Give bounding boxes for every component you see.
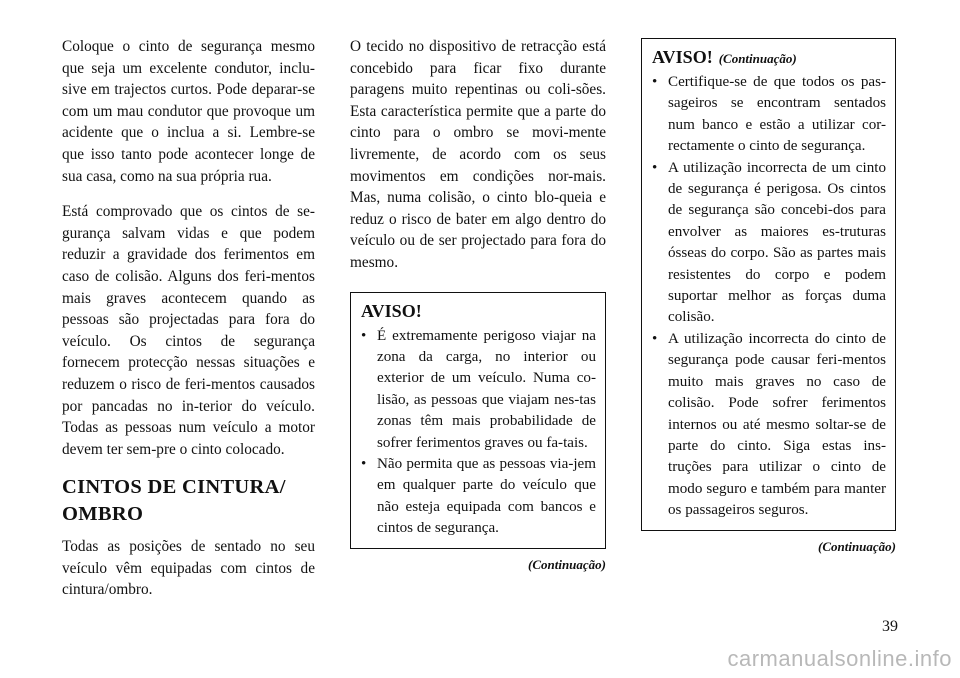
- list-item: • É extremamente perigoso viajar na zona da carga, no interior ou exterior de um veículo. Numa co-lisão, as pessoas que viajam nes-tas zonas têm mais probabilidade de sofrer ferimentos graves ou fa-tais.: [361, 327, 596, 451]
- warning-list: [361, 326, 596, 540]
- list-item: • Certifique-se de que todos os pas-sageiros se encontram sentados num banco e estão a utilizar cor-rectamente o cinto de segurança.: [652, 74, 886, 155]
- warning-title: AVISO!: [361, 300, 422, 321]
- warning-list: [652, 72, 886, 522]
- paragraph: O tecido no dispositivo de retracção está concebido para ficar fixo durante paragens muito repentinas ou coli-sões. Esta característica permite que a parte do cinto para o ombro se movi-mente livremente, de acordo com os seus movimentos em condições nor-mais. Mas, numa colisão, o cinto blo-queia e reduz o risco de bater em algo dentro do veículo ou de ser projectado para fora do mesmo.: [350, 38, 606, 271]
- bullet-icon: •: [652, 74, 658, 90]
- bullet-icon: •: [652, 330, 658, 347]
- paragraph: Coloque o cinto de segurança mesmo que seja um excelente condutor, inclu-sive em trajectos curtos. Pode deparar-se com um mau condutor que provoque um acidente que o inclua a si. Lembre-se que isso tanto pode acontecer longe de sua casa, como na sua própria rua.: [62, 38, 315, 185]
- continued-note: (Continuação): [817, 538, 896, 554]
- list-item: • Não permita que as pessoas via-jem em qualquer parte do veículo que não esteja equipada com bancos e cintos de segurança.: [361, 455, 596, 537]
- warning-box: [641, 38, 896, 531]
- column-middle: [350, 36, 606, 573]
- warning-title: AVISO! (Continuação): [652, 47, 797, 67]
- continued-note: (Continuação): [527, 556, 606, 572]
- paragraph: Todas as posições de sentado no seu veículo vêm equipadas com cintos de cintura/ombro.: [62, 538, 315, 599]
- watermark: carmanualsonline.info: [727, 646, 952, 671]
- section-heading: CINTOS DE CINTURA/ OMBRO: [62, 476, 286, 526]
- bullet-icon: •: [652, 159, 658, 176]
- paragraph: Está comprovado que os cintos de se-gurança salvam vidas e que podem reduzir a gravidade dos ferimentos em caso de colisão. Alguns dos feri-mentos mais graves acontecem quando as pessoas são projectadas para fora do veículo. Os cintos de segurança fornecem protecção nessas situações e reduzem o risco de feri-mentos causados por pancadas no in-terior do veículo. Todas as pessoas num veículo a motor devem ter sem-pre o cinto colocado.: [62, 203, 315, 458]
- warning-box: [350, 292, 606, 549]
- list-item: • A utilização incorrecta de um cinto de segurança é perigosa. Os cintos de segurança são concebi-dos para envolver as maiores es-truturas ósseas do corpo. São as partes mais resistentes do corpo e podem suportar melhor as forças duma colisão.: [652, 159, 886, 326]
- page-number: 39: [882, 618, 898, 635]
- column-left: [62, 36, 315, 615]
- bullet-icon: •: [361, 327, 367, 344]
- warning-subtitle: (Continuação): [718, 51, 797, 66]
- bullet-icon: •: [361, 455, 367, 472]
- list-item: • A utilização incorrecta do cinto de segurança pode causar feri-mentos muito mais graves no caso de colisão. Pode sofrer ferimentos internos ou até mesmo soltar-se de parte do cinto. Siga estas ins-truções para utilizar o cinto de modo seguro e também para manter os passageiros seguros.: [652, 330, 886, 519]
- column-right: [641, 38, 896, 555]
